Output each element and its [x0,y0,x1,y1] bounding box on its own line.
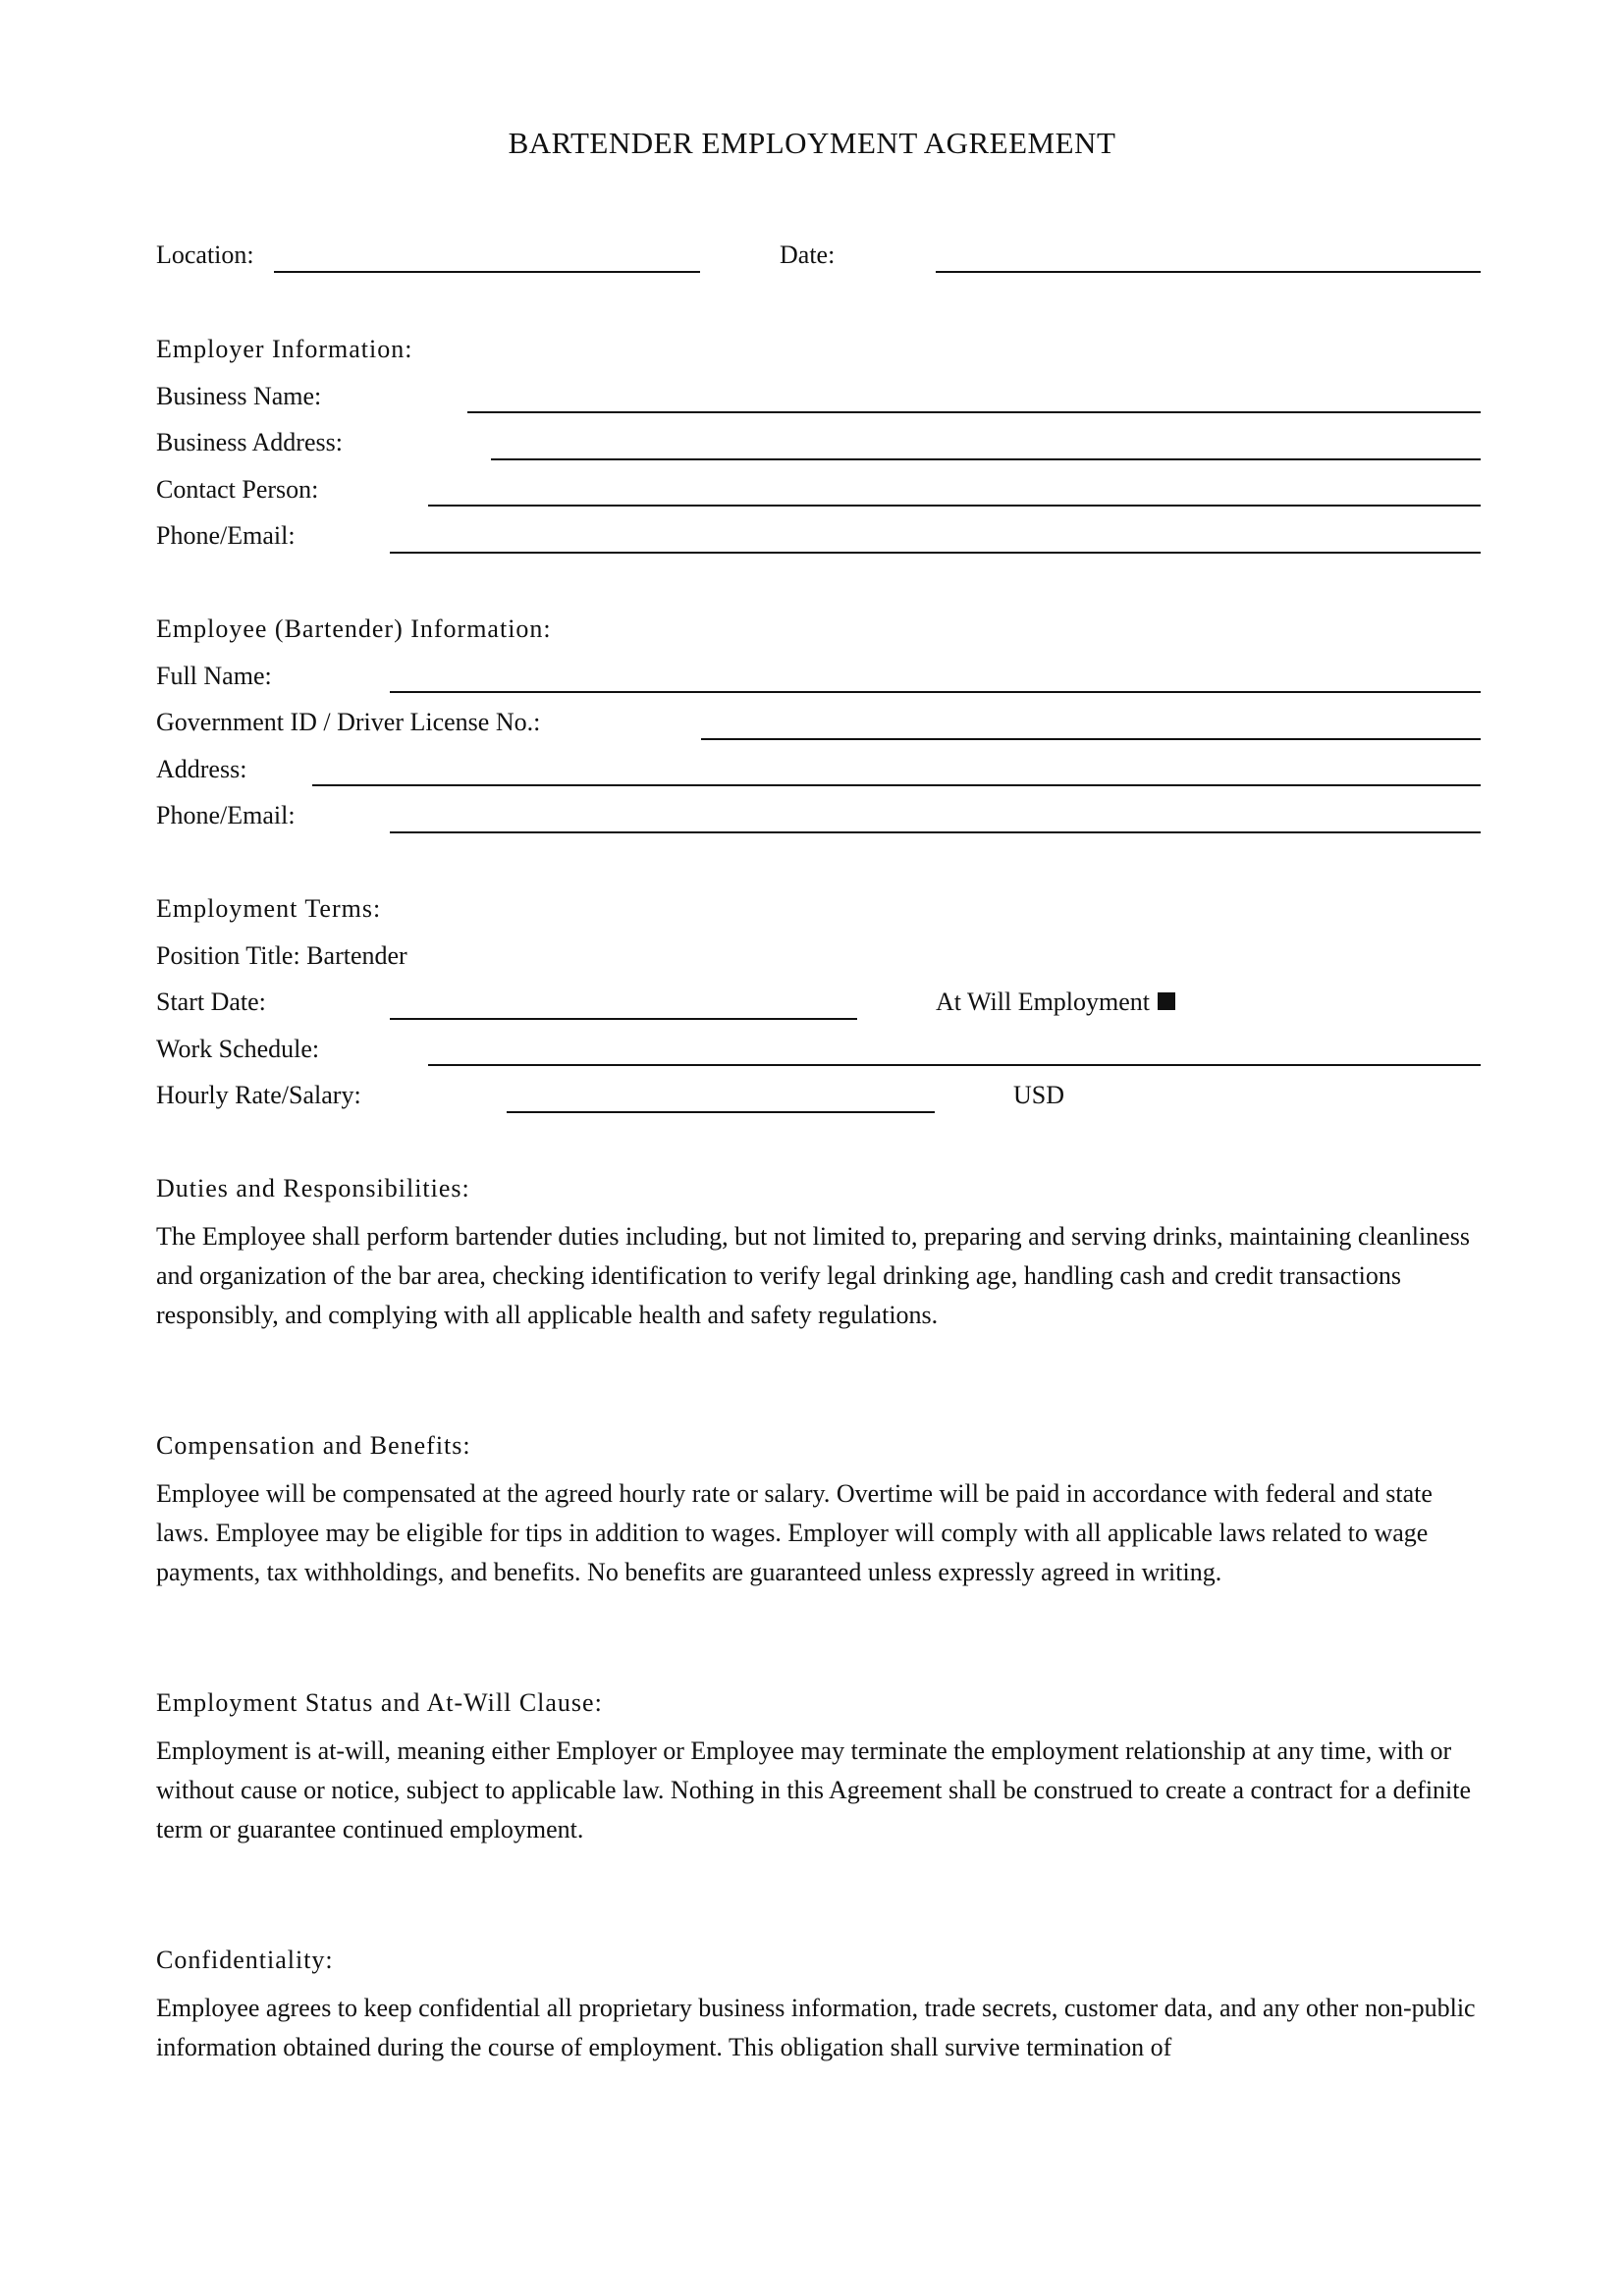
employer-phone-email-label: Phone/Email: [156,521,296,550]
status-text: Employment is at-will, meaning either Employer or Employee may terminate the employment relationship at any time, with or without cause or notice, subject to applicable law. Nothing in this Agreement shall be construed to create a contract for a definite term or guarantee continued employment. [156,1736,1472,1843]
business-address-label: Business Address: [156,428,343,456]
at-will-label: At Will Employment [936,988,1151,1016]
duties-text: The Employee shall perform bartender duties including, but not limited to, preparing and serving drinks, maintaining cleanliness and organization of the bar area, checking identification to verify legal drinking age, handling cash and credit transactions responsibly, and complying with all applicable health and safety regulations. [156,1222,1470,1329]
full-name-field[interactable] [390,691,1481,693]
hourly-rate-label: Hourly Rate/Salary: [156,1081,361,1109]
employee-heading: Employee (Bartender) Information: [156,614,552,643]
terms-heading: Employment Terms: [156,894,382,923]
location-label: Location: [156,240,254,269]
work-schedule-field[interactable] [428,1064,1481,1066]
contact-person-field[interactable] [428,505,1481,507]
position-title: Position Title: Bartender [156,941,407,970]
at-will-option[interactable] [936,988,1175,1017]
employee-address-label: Address: [156,755,247,783]
hourly-rate-field[interactable] [507,1111,935,1113]
location-field[interactable] [274,271,700,273]
duties-heading: Duties and Responsibilities: [156,1174,470,1202]
date-label: Date: [780,240,836,269]
at-will-checkbox[interactable] [1158,992,1175,1010]
status-heading: Employment Status and At-Will Clause: [156,1688,603,1717]
business-name-label: Business Name: [156,382,322,410]
start-date-field[interactable] [390,1018,857,1020]
employer-heading: Employer Information: [156,335,413,363]
employer-phone-email-field[interactable] [390,552,1481,554]
work-schedule-label: Work Schedule: [156,1035,320,1063]
employee-phone-email-label: Phone/Email: [156,801,296,829]
compensation-text: Employee will be compensated at the agreed hourly rate or salary. Overtime will be paid in accordance with federal and state laws. Employee may be eligible for tips in addition to wages. Employer will comply with all applicable laws related to wage payments, tax withholdings, and benefits. No benefits are guaranteed unless expressly agreed in writing. [156,1479,1433,1586]
full-name-label: Full Name: [156,662,272,690]
gov-id-label: Government ID / Driver License No.: [156,708,541,736]
employee-phone-email-field[interactable] [390,831,1481,833]
business-name-field[interactable] [467,411,1481,413]
confidentiality-heading: Confidentiality: [156,1946,334,1974]
employee-address-field[interactable] [312,784,1481,786]
contact-person-label: Contact Person: [156,475,319,504]
compensation-heading: Compensation and Benefits: [156,1431,471,1460]
start-date-label: Start Date: [156,988,266,1016]
confidentiality-text: Employee agrees to keep confidential all proprietary business information, trade secrets, customer data, and any other non-public information obtained during the course of employment. This obligation shall survive termination of [156,1994,1476,2061]
gov-id-field[interactable] [701,738,1481,740]
currency-label: USD [1013,1081,1065,1109]
date-field[interactable] [936,271,1481,273]
document-title: BARTENDER EMPLOYMENT AGREEMENT [508,126,1116,160]
business-address-field[interactable] [491,458,1481,460]
